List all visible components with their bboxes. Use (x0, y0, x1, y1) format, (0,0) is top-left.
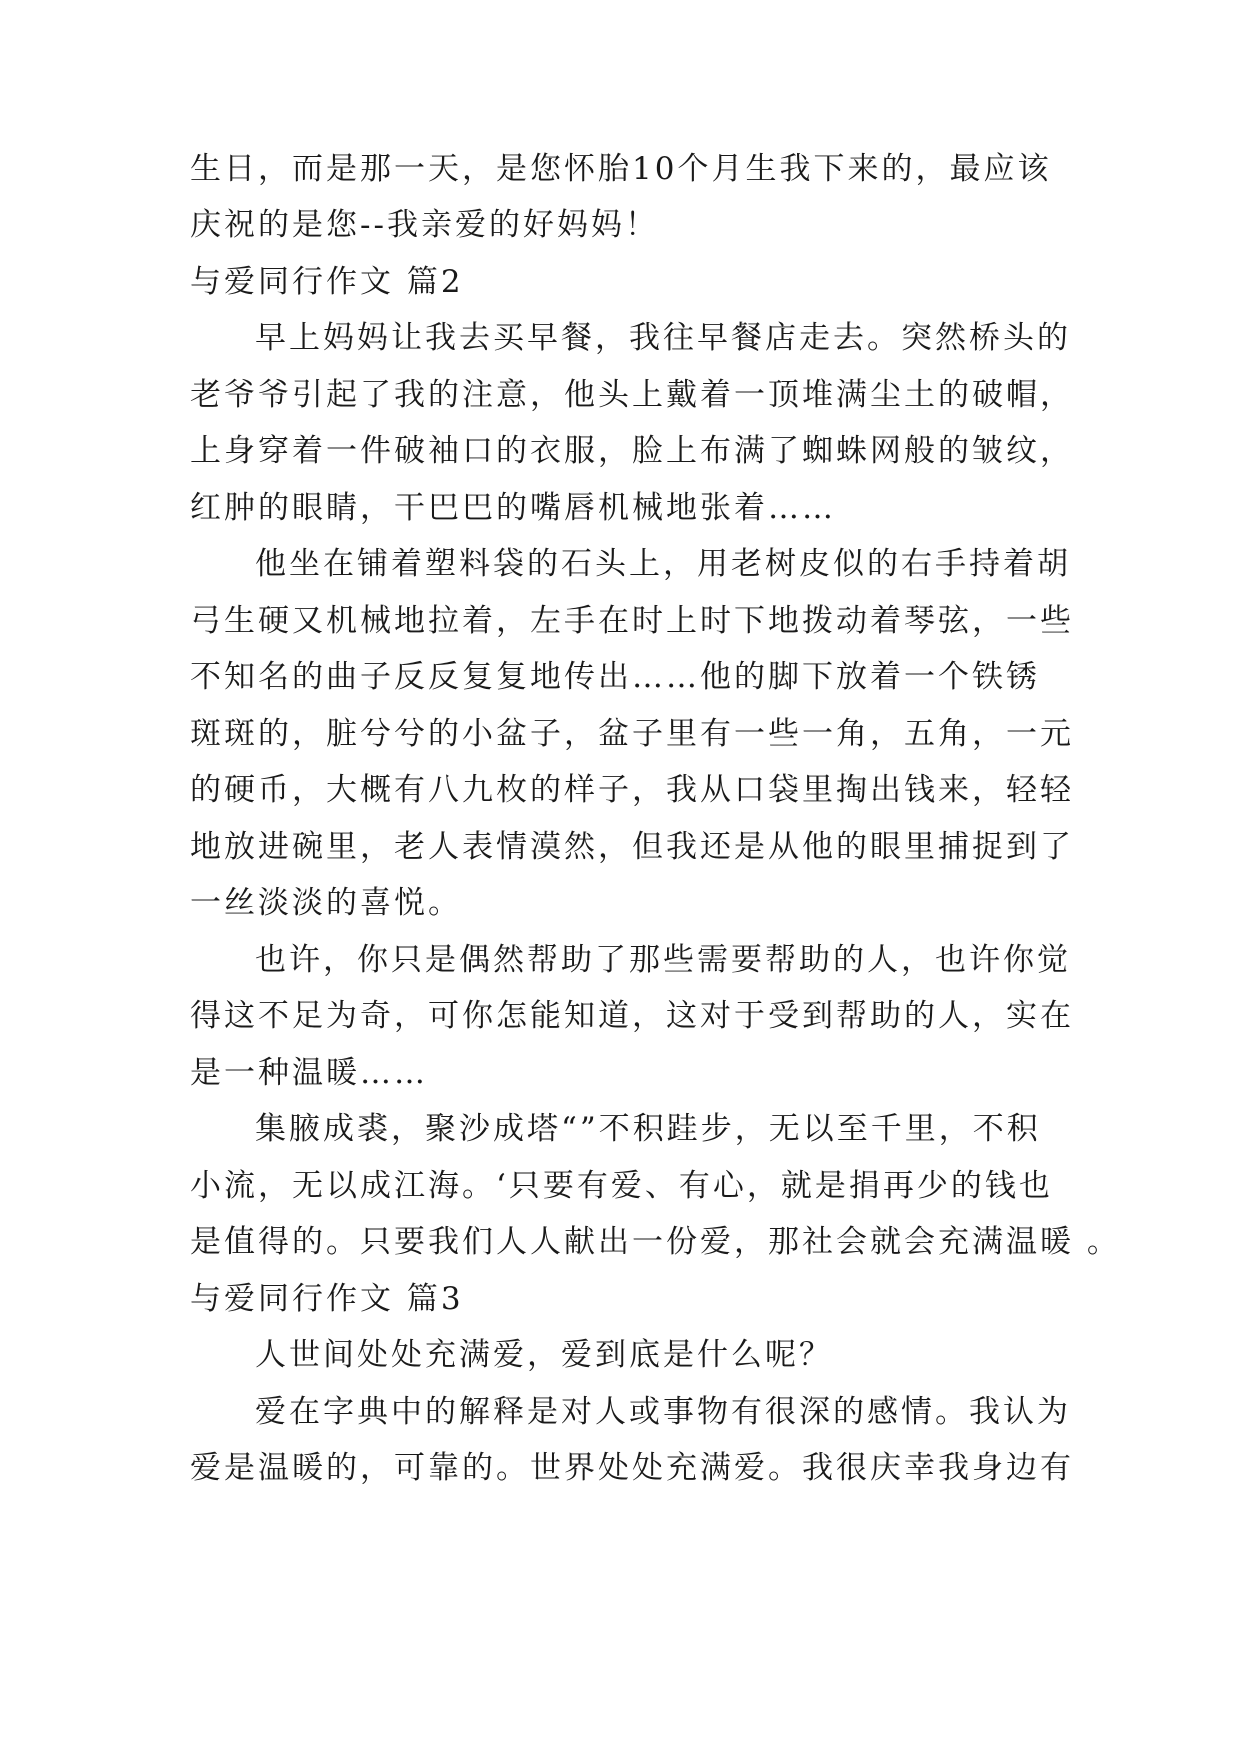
text-line: 小流，无以成江海。‘只要有爱、有心，就是捐再少的钱也 (190, 1168, 1053, 1204)
text-line: 庆祝的是您--我亲爱的好妈妈！ (190, 207, 659, 243)
section-heading: 与爱同行作文 篇3 (190, 1281, 464, 1317)
text-line: 红肿的眼睛，干巴巴的嘴唇机械地张着…… (190, 490, 836, 526)
paragraph-first-line: 人世间处处充满爱，爱到底是什么呢？ (255, 1337, 833, 1373)
paragraph-first-line: 他坐在铺着塑料袋的石头上，用老树皮似的右手持着胡 (255, 546, 1071, 582)
text-line: 生日，而是那一天，是您怀胎10个月生我下来的，最应该 (190, 151, 1052, 187)
paragraph-first-line: 爱在字典中的解释是对人或事物有很深的感情。我认为 (255, 1394, 1071, 1430)
text-line: 爱是温暖的，可靠的。世界处处充满爱。我很庆幸我身边有 (190, 1450, 1074, 1486)
paragraph-first-line: 也许，你只是偶然帮助了那些需要帮助的人，也许你觉 (255, 942, 1071, 978)
text-line: 是一种温暖…… (190, 1055, 428, 1091)
paragraph-first-line: 早上妈妈让我去买早餐，我往早餐店走去。突然桥头的 (255, 320, 1071, 356)
paragraph-first-line: 集腋成裘，聚沙成塔“”不积跬步，无以至千里，不积 (255, 1111, 1041, 1147)
text-line: 老爷爷引起了我的注意，他头上戴着一顶堆满尘土的破帽， (190, 377, 1074, 413)
text-line: 上身穿着一件破袖口的衣服，脸上布满了蜘蛛网般的皱纹， (190, 433, 1074, 469)
text-line: 一丝淡淡的喜悦。 (190, 885, 462, 921)
text-line: 不知名的曲子反反复复地传出……他的脚下放着一个铁锈 (190, 659, 1040, 695)
section-heading: 与爱同行作文 篇2 (190, 264, 464, 300)
text-line: 是值得的。只要我们人人献出一份爱，那社会就会充满温暖 。 (190, 1224, 1121, 1260)
text-line: 得这不足为奇，可你怎能知道，这对于受到帮助的人，实在 (190, 998, 1074, 1034)
text-line: 的硬币，大概有八九枚的样子，我从口袋里掏出钱来，轻轻 (190, 772, 1074, 808)
text-line: 地放进碗里，老人表情漠然，但我还是从他的眼里捕捉到了 (190, 829, 1074, 865)
text-line: 弓生硬又机械地拉着，左手在时上时下地拨动着琴弦，一些 (190, 603, 1074, 639)
text-line: 斑斑的，脏兮兮的小盆子，盆子里有一些一角，五角，一元 (190, 716, 1074, 752)
